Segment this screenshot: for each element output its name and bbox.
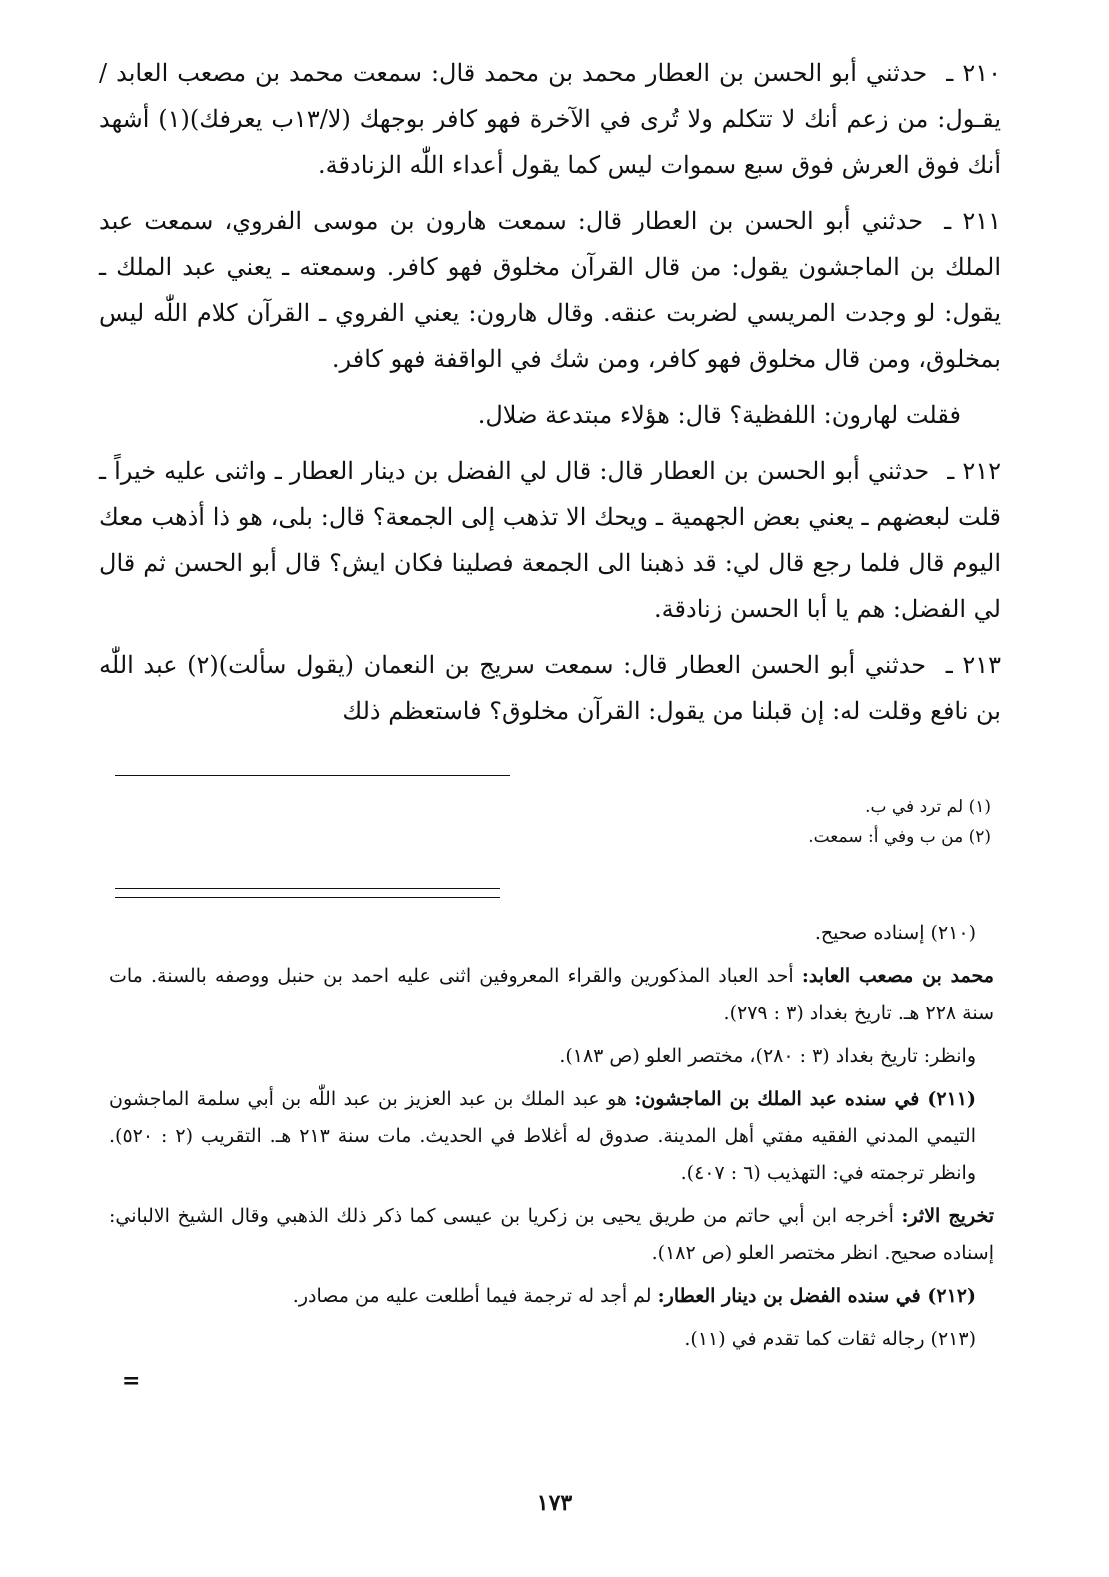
note-213 — [109, 1321, 994, 1358]
note-210-narrator — [109, 958, 994, 1032]
page-number: ١٧٣ — [536, 1490, 573, 1516]
continuation-mark: = — [122, 1368, 141, 1394]
note-text: أخرجه ابن أبي حاتم من طريق يحيى بن زكريا بن عيسى كما ذكر ذلك الذهبي وقال الشيخ الالباني: إسناده صحيح. انظر مختصر العلو (ص ١٨٢). — [109, 1205, 994, 1264]
paragraph-211-continued — [99, 392, 1001, 438]
footnote-divider — [115, 775, 510, 776]
commentary-notes — [109, 915, 994, 1364]
paragraph-211 — [99, 198, 1001, 382]
paragraph-number: ٢١١ ـ — [944, 207, 1001, 235]
note-text: أحد العباد المذكورين والقراء المعروفين اثنى عليه احمد بن حنبل ووصفه بالسنة. مات سنة ٢٢٨ هـ. تاريخ بغداد (٣ : ٢٧٩). — [109, 965, 994, 1024]
footnote-1: (١) لم ترد في ب. — [865, 797, 991, 817]
paragraph-number: ٢١٣ ـ — [945, 651, 1001, 679]
main-text — [99, 50, 1001, 744]
note-210-see-also — [109, 1038, 994, 1075]
paragraph-210 — [99, 50, 1001, 188]
note-lead: (٢١١) في سنده عبد الملك بن الماجشون: — [634, 1088, 976, 1110]
paragraph-213 — [99, 642, 1001, 734]
paragraph-text: حدثني أبو الحسن بن العطار قال: قال لي الفضل بن دينار العطار ـ واثنى عليه خيراً ـ قلت لبعضهم ـ يعني بعض الجهمية ـ ويحك الا تذهب إلى الجمعة؟ قال: بلى، هو ذا أذهب معك اليوم قال فلما رجع قال لي: قد ذهبنا الى الجمعة فصلينا فكان ايش؟ قال أبو الحسن ثم قال لي الفضل: هم يا أبا الحسن زنادقة. — [99, 457, 1001, 623]
note-210 — [109, 915, 994, 952]
note-211-takhrij — [109, 1198, 994, 1272]
paragraph-text: حدثني أبو الحسن العطار قال: سمعت سريج بن النعمان (يقول سألت)(٢) عبد اللّٰه بن نافع وقلت له: إن قبلنا من يقول: القرآن مخلوق؟ فاستعظم ذلك — [99, 651, 1001, 725]
paragraph-number: ٢١٠ ـ — [946, 59, 1001, 87]
paragraph-text: فقلت لهارون: اللفظية؟ قال: هؤلاء مبتدعة ضلال. — [477, 401, 961, 429]
note-lead: تخريج الاثر: — [901, 1205, 994, 1227]
note-text: وانظر: تاريخ بغداد (٣ : ٢٨٠)، مختصر العلو (ص ١٨٣). — [559, 1045, 976, 1067]
note-text: هو عبد الملك بن عبد العزيز بن عبد اللّٰه بن أبي سلمة الماجشون التيمي المدني الفقيه مفتي أهل المدينة. صدوق له أغلاط في الحديث. مات سنة ٢١٣ هـ. التقريب (٢ : ٥٢٠). وانظر ترجمته في: التهذيب (٦ : ٤٠٧). — [109, 1088, 976, 1184]
note-text: لم أجد له ترجمة فيما أطلعت عليه من مصادر. — [292, 1285, 658, 1307]
note-text: (٢١٣) رجاله ثقات كما تقدم في (١١). — [684, 1328, 976, 1350]
footnotes — [111, 792, 991, 852]
note-lead: محمد بن مصعب العابد: — [801, 965, 994, 987]
note-lead: (٢١٢) في سنده الفضل بن دينار العطار: — [657, 1285, 976, 1307]
note-211 — [109, 1081, 994, 1192]
paragraph-text: حدثني أبو الحسن بن العطار محمد بن محمد قال: سمعت محمد بن مصعب العابد / يقـول: من زعم أنك لا تتكلم ولا تُرى في الآخرة فهو كافر بوجهك (لا/١٣ب يعرفك)(١) أشهد أنك فوق العرش فوق سبع سموات ليس كما يقول أعداء اللّٰه الزنادقة. — [99, 59, 1002, 179]
commentary-divider — [115, 888, 500, 898]
footnote-2: (٢) من ب وفي أ: سمعت. — [808, 827, 991, 847]
note-text: (٢١٠) إسناده صحيح. — [814, 922, 976, 944]
paragraph-212 — [99, 448, 1001, 632]
paragraph-number: ٢١٢ ـ — [947, 457, 1001, 485]
paragraph-text: حدثني أبو الحسن بن العطار قال: سمعت هارون بن موسى الفروي، سمعت عبد الملك بن الماجشون يقول: من قال القرآن مخلوق فهو كافر. وسمعته ـ يعني عبد الملك ـ يقول: لو وجدت المريسي لضربت عنقه. وقال هارون: يعني الفروي ـ القرآن كلام اللّٰه ليس بمخلوق، ومن قال مخلوق فهو كافر، ومن شك في الواقفة فهو كافر. — [99, 207, 1002, 373]
note-212 — [109, 1278, 994, 1315]
